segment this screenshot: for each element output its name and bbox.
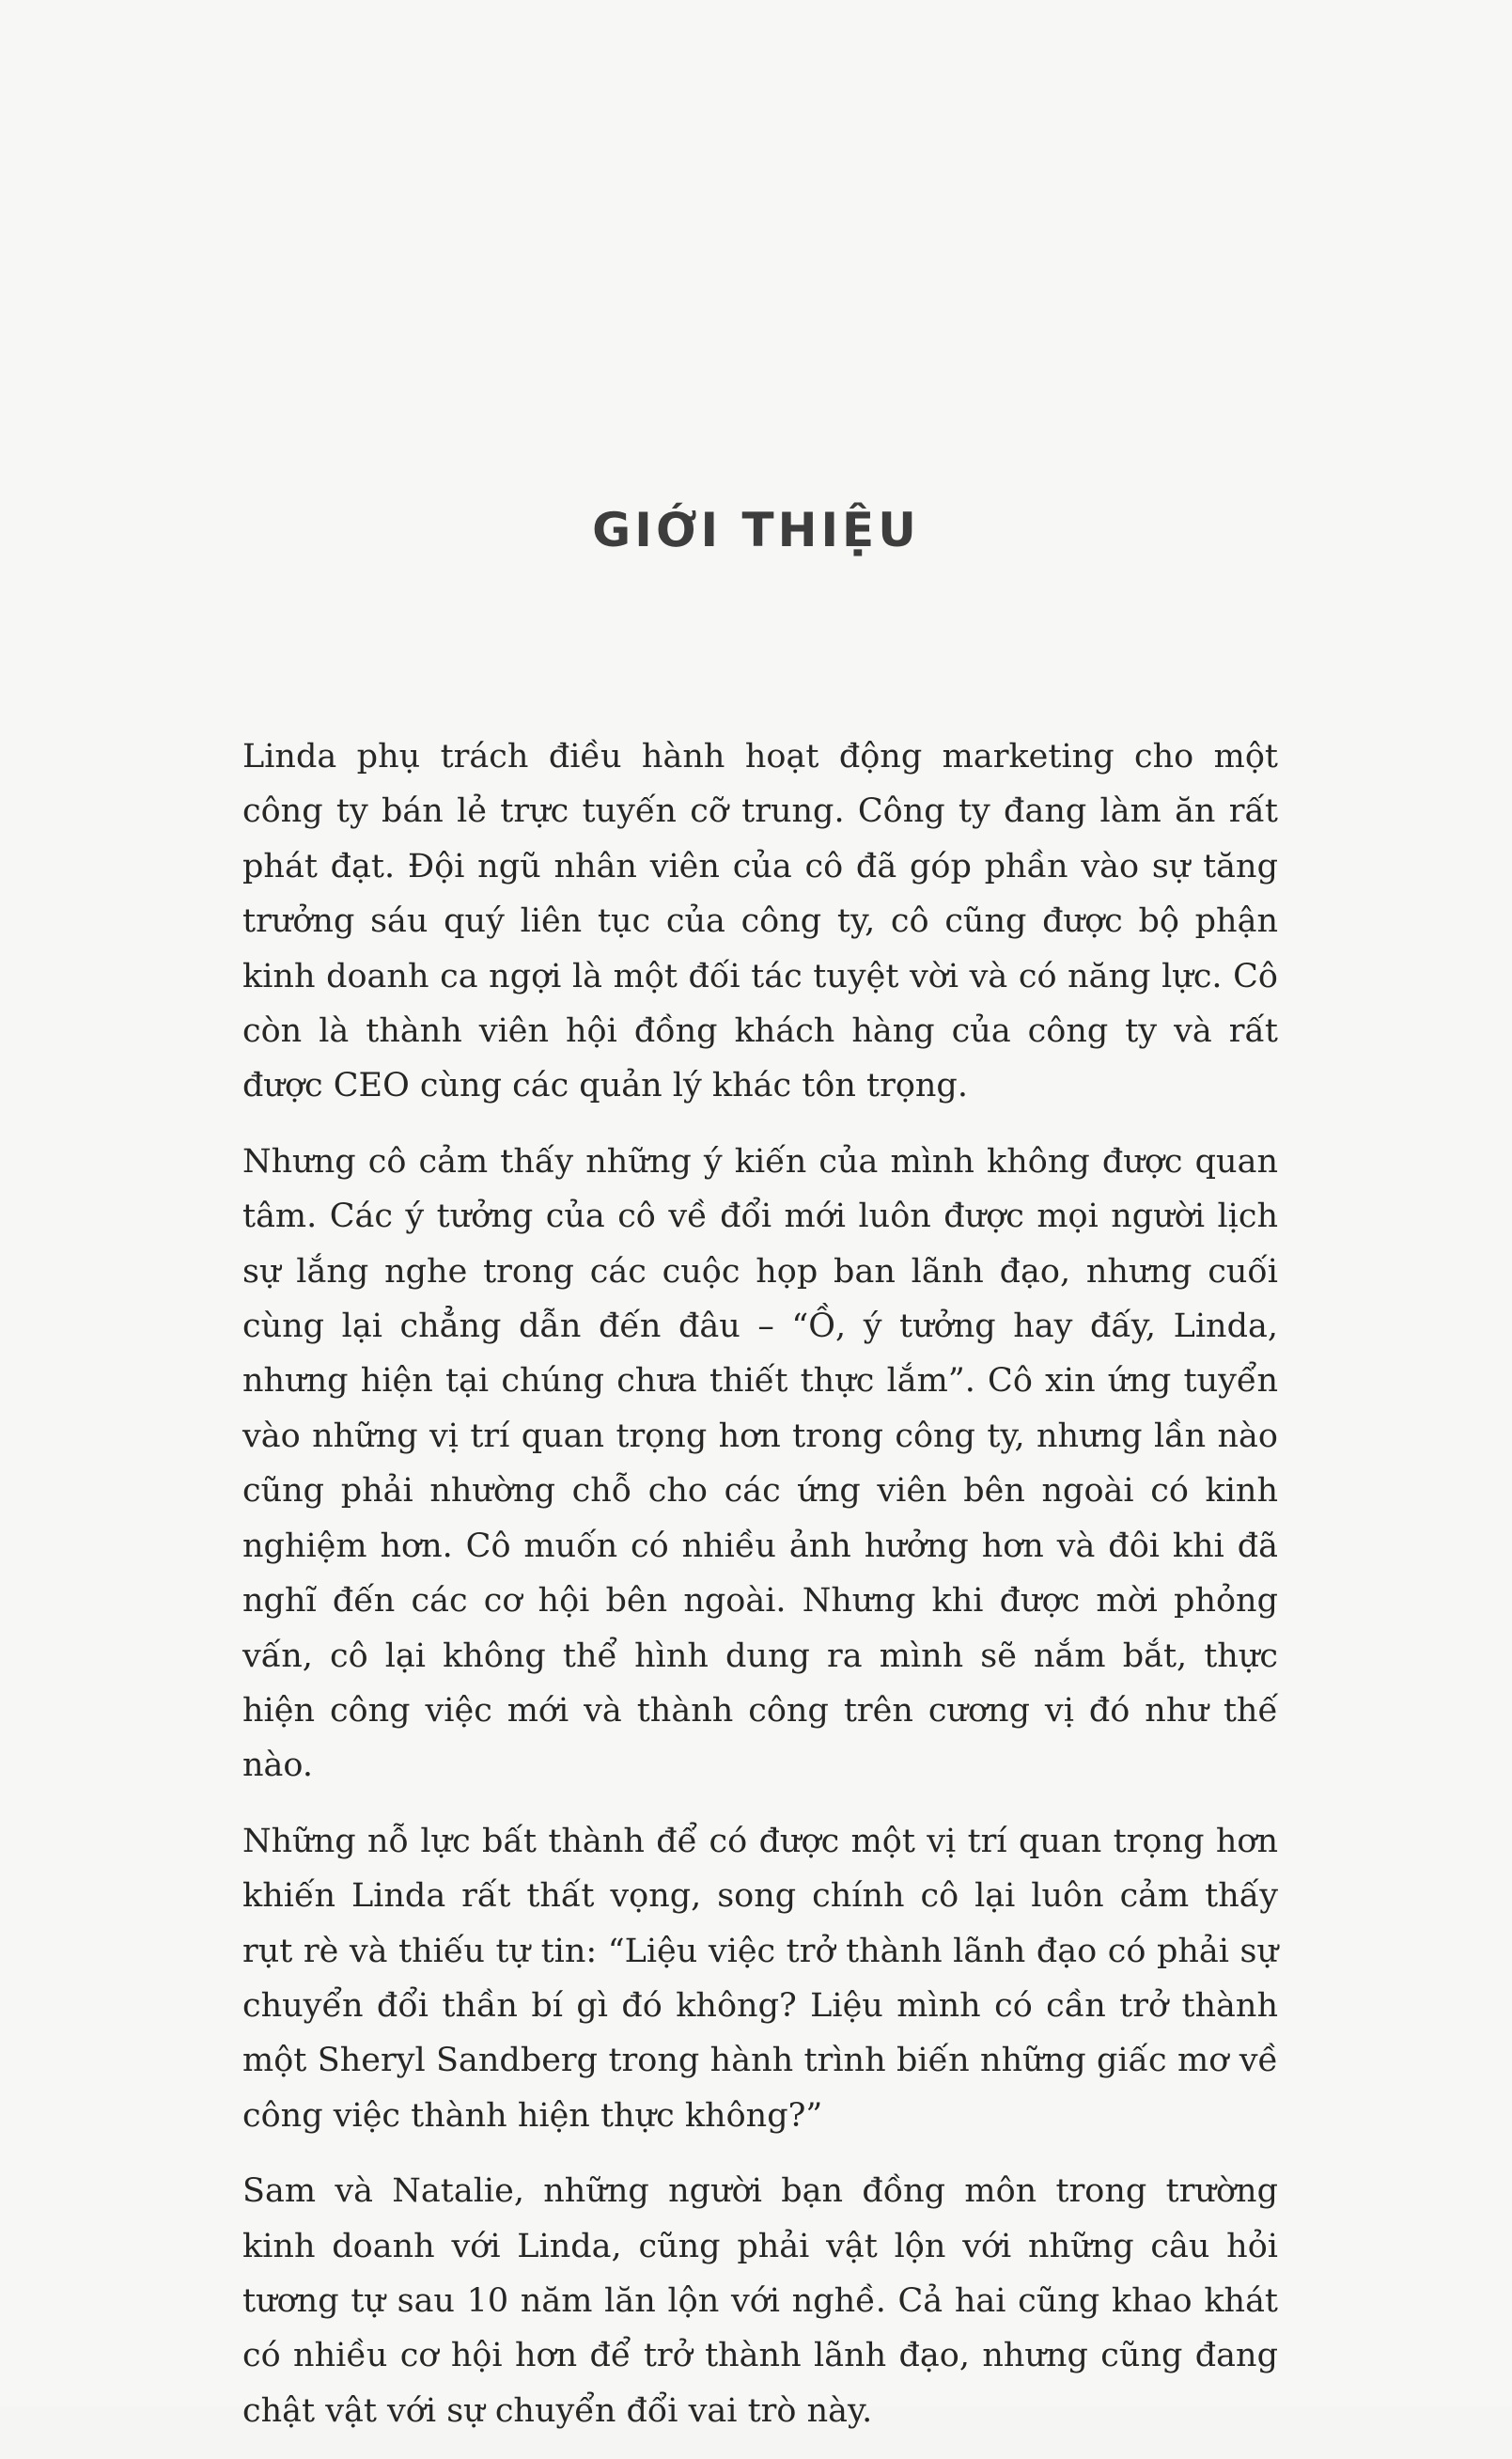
chapter-title: GIỚI THIỆU xyxy=(592,503,920,557)
paragraph-1: Linda phụ trách điều hành hoạt động marketing cho một công ty bán lẻ trực tuyến cỡ trung. Công ty đang làm ăn rất phát đạt. Đội ngũ nhân viên của cô đã góp phần vào sự tăng trưởng sáu quý liên tục của công ty, cô cũng được bộ phận kinh doanh ca ngợi là một đối tác tuyệt vời và có năng lực. Cô còn là thành viên hội đồng khách hàng của công ty và rất được CEO cùng các quản lý khác tôn trọng. xyxy=(242,738,1278,1105)
paragraph-3: Những nỗ lực bất thành để có được một vị trí quan trọng hơn khiến Linda rất thất vọng, song chính cô lại luôn cảm thấy rụt rè và thiếu tự tin: “Liệu việc trở thành lãnh đạo có phải sự chuyển đổi thần bí gì đó không? Liệu mình có cần trở thành một Sheryl Sandberg trong hành trình biến những giấc mơ về công việc thành hiện thực không?” xyxy=(242,1822,1278,2135)
paragraph-2: Nhưng cô cảm thấy những ý kiến của mình không được quan tâm. Các ý tưởng của cô về đổi mới luôn được mọi người lịch sự lắng nghe trong các cuộc họp ban lãnh đạo, nhưng cuối cùng lại chẳng dẫn đến đâu – “Ồ, ý tưởng hay đấy, Linda, nhưng hiện tại chúng chưa thiết thực lắm”. Cô xin ứng tuyển vào những vị trí quan trọng hơn trong công ty, nhưng lần nào cũng phải nhường chỗ cho các ứng viên bên ngoài có kinh nghiệm hơn. Cô muốn có nhiều ảnh hưởng hơn và đôi khi đã nghĩ đến các cơ hội bên ngoài. Nhưng khi được mời phỏng vấn, cô lại không thể hình dung ra mình sẽ nắm bắt, thực hiện công việc mới và thành công trên cương vị đó như thế nào. xyxy=(242,1142,1278,1785)
body-text xyxy=(242,729,1278,2459)
paragraph-4: Sam và Natalie, những người bạn đồng môn trong trường kinh doanh với Linda, cũng phải vật lộn với những câu hỏi tương tự sau 10 năm lăn lộn với nghề. Cả hai cũng khao khát có nhiều cơ hội hơn để trở thành lãnh đạo, nhưng cũng đang chật vật với sự chuyển đổi vai trò này. xyxy=(242,2172,1278,2430)
